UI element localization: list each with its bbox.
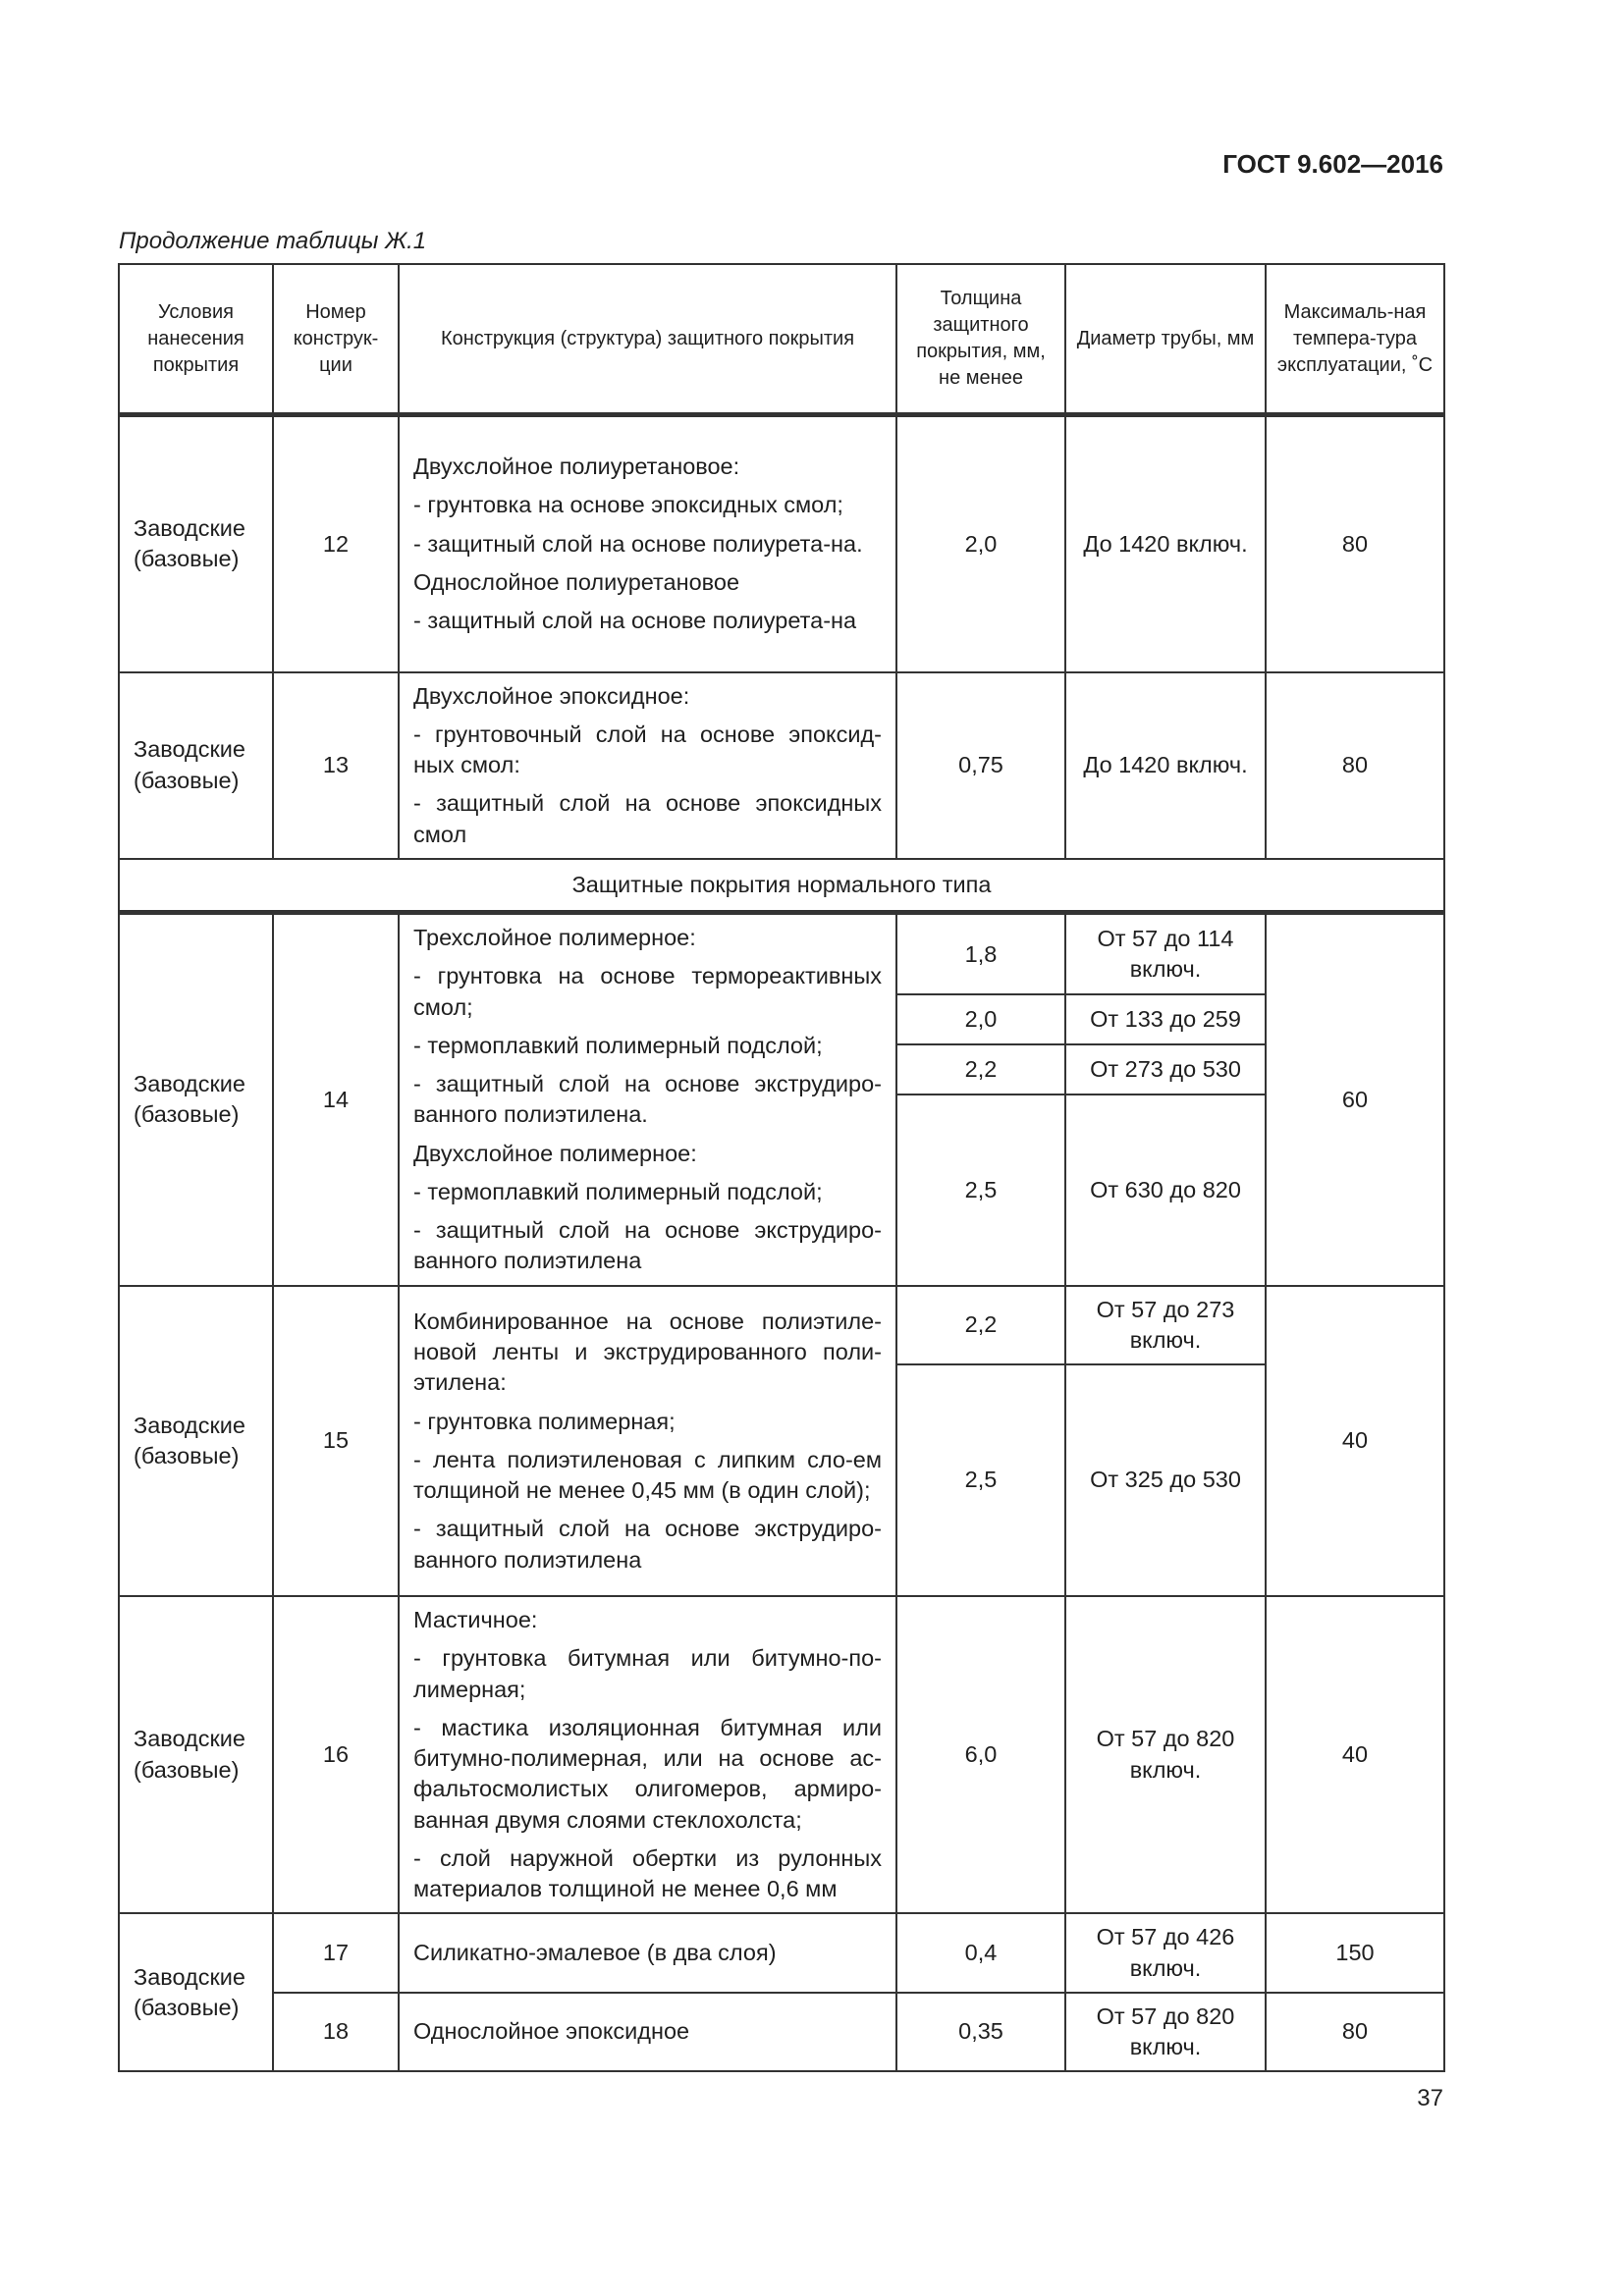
construction-line: - защитный слой на основе эпоксидных смол bbox=[413, 790, 882, 847]
construction-line: - грунтовка битумная или битумно-по-лимерная; bbox=[413, 1645, 882, 1702]
condition-cell: Заводские (базовые) bbox=[119, 913, 273, 1286]
thickness-cell: 0,35 bbox=[896, 1993, 1065, 2072]
condition-cell: Заводские (базовые) bbox=[119, 415, 273, 672]
table-row bbox=[119, 1286, 1444, 1365]
temperature-cell: 60 bbox=[1266, 913, 1444, 1286]
thickness-cell: 0,75 bbox=[896, 672, 1065, 859]
construction-line: Однослойное полиуретановое bbox=[413, 568, 740, 595]
thickness-cell: 2,5 bbox=[896, 1364, 1065, 1596]
construction-description: Однослойное эпоксидное bbox=[399, 1993, 896, 2072]
diameter-cell: От 273 до 530 bbox=[1065, 1044, 1266, 1095]
thickness-cell: 6,0 bbox=[896, 1596, 1065, 1913]
construction-line: - лента полиэтиленовая с липким сло-ем толщиной не менее 0,45 мм (в один слой); bbox=[413, 1446, 882, 1503]
diameter-cell: От 57 до 114 включ. bbox=[1065, 913, 1266, 995]
diameter-cell: До 1420 включ. bbox=[1065, 672, 1266, 859]
temperature-cell: 80 bbox=[1266, 672, 1444, 859]
construction-line: - грунтовка полимерная; bbox=[413, 1408, 676, 1434]
construction-number: 14 bbox=[273, 913, 399, 1286]
table-row bbox=[119, 1913, 1444, 1993]
thickness-cell: 2,2 bbox=[896, 1044, 1065, 1095]
page-number: 37 bbox=[1417, 2085, 1443, 2111]
diameter-cell: От 630 до 820 bbox=[1065, 1095, 1266, 1285]
construction-line: - слой наружной обертки из рулонных материалов толщиной не менее 0,6 мм bbox=[413, 1844, 882, 1901]
construction-description bbox=[399, 913, 896, 1286]
diameter-cell: От 57 до 820 включ. bbox=[1065, 1596, 1266, 1913]
diameter-cell: От 57 до 820 включ. bbox=[1065, 1993, 1266, 2072]
thickness-cell: 1,8 bbox=[896, 913, 1065, 995]
col-header-construction: Конструкция (структура) защитного покрытия bbox=[399, 264, 896, 415]
col-header-thickness: Толщина защитного покрытия, мм, не менее bbox=[896, 264, 1065, 415]
thickness-cell: 2,0 bbox=[896, 994, 1065, 1044]
section-heading: Защитные покрытия нормального типа bbox=[119, 859, 1444, 913]
table-row bbox=[119, 1993, 1444, 2072]
table-row bbox=[119, 672, 1444, 859]
table-header bbox=[119, 264, 1444, 415]
thickness-cell: 0,4 bbox=[896, 1913, 1065, 1993]
construction-number: 12 bbox=[273, 415, 399, 672]
temperature-cell: 80 bbox=[1266, 415, 1444, 672]
construction-line: - грунтовка на основе эпоксидных смол; bbox=[413, 492, 843, 518]
condition-cell: Заводские (базовые) bbox=[119, 1286, 273, 1597]
construction-line: Двухслойное полимерное: bbox=[413, 1140, 697, 1166]
condition-cell: Заводские (базовые) bbox=[119, 1913, 273, 2071]
coating-table bbox=[118, 263, 1445, 2072]
construction-line: - защитный слой на основе экструдиро-ванного полиэтилена bbox=[413, 1516, 882, 1573]
thickness-cell: 2,5 bbox=[896, 1095, 1065, 1285]
temperature-cell: 80 bbox=[1266, 1993, 1444, 2072]
construction-description bbox=[399, 672, 896, 859]
construction-description bbox=[399, 1596, 896, 1913]
thickness-cell: 2,0 bbox=[896, 415, 1065, 672]
construction-line: Комбинированное на основе полиэтиле-новой ленты и экструдированного поли-этилена: bbox=[413, 1308, 882, 1396]
col-header-diameter: Диаметр трубы, мм bbox=[1065, 264, 1266, 415]
construction-line: - грунтовочный слой на основе эпоксид-ных смол: bbox=[413, 721, 882, 777]
diameter-cell: От 57 до 426 включ. bbox=[1065, 1913, 1266, 1993]
construction-number: 18 bbox=[273, 1993, 399, 2072]
temperature-cell: 150 bbox=[1266, 1913, 1444, 1993]
construction-number: 15 bbox=[273, 1286, 399, 1597]
construction-line: - защитный слой на основе экструдиро-ванного полиэтилена bbox=[413, 1217, 882, 1274]
construction-line: - термоплавкий полимерный подслой; bbox=[413, 1032, 823, 1058]
diameter-cell: От 325 до 530 bbox=[1065, 1364, 1266, 1596]
construction-line: - мастика изоляционная битумная или битумно-полимерная, или на основе ас-фальтосмолистых олигомеров, армиро-ванная двумя слоями стеклохолста; bbox=[413, 1714, 882, 1833]
construction-line: Двухслойное эпоксидное: bbox=[413, 682, 690, 709]
condition-cell: Заводские (базовые) bbox=[119, 1596, 273, 1913]
col-header-temperature: Максималь-ная темпера-тура эксплуатации, ˚С bbox=[1266, 264, 1444, 415]
construction-description: Силикатно-эмалевое (в два слоя) bbox=[399, 1913, 896, 1993]
document-id: ГОСТ 9.602—2016 bbox=[1222, 149, 1443, 179]
table-caption: Продолжение таблицы Ж.1 bbox=[119, 228, 427, 254]
temperature-cell: 40 bbox=[1266, 1596, 1444, 1913]
construction-number: 13 bbox=[273, 672, 399, 859]
diameter-cell: От 133 до 259 bbox=[1065, 994, 1266, 1044]
construction-number: 17 bbox=[273, 1913, 399, 1993]
construction-number: 16 bbox=[273, 1596, 399, 1913]
construction-line: - грунтовка на основе термореактивных смол; bbox=[413, 963, 882, 1020]
table-row bbox=[119, 913, 1444, 995]
col-header-condition: Условия нанесения покрытия bbox=[119, 264, 273, 415]
construction-description bbox=[399, 415, 896, 672]
construction-line: - защитный слой на основе экструдиро-ванного полиэтилена. bbox=[413, 1071, 882, 1128]
temperature-cell: 40 bbox=[1266, 1286, 1444, 1597]
condition-cell: Заводские (базовые) bbox=[119, 672, 273, 859]
table-row bbox=[119, 415, 1444, 672]
diameter-cell: От 57 до 273 включ. bbox=[1065, 1286, 1266, 1365]
construction-description bbox=[399, 1286, 896, 1597]
table-row bbox=[119, 1596, 1444, 1913]
construction-line: Двухслойное полиуретановое: bbox=[413, 454, 740, 480]
construction-line: Трехслойное полимерное: bbox=[413, 925, 696, 950]
diameter-cell: До 1420 включ. bbox=[1065, 415, 1266, 672]
thickness-cell: 2,2 bbox=[896, 1286, 1065, 1365]
construction-line: Мастичное: bbox=[413, 1607, 538, 1632]
construction-line: - защитный слой на основе полиурета-на. bbox=[413, 530, 863, 557]
section-heading-row bbox=[119, 859, 1444, 913]
col-header-number: Номер конструк-ции bbox=[273, 264, 399, 415]
construction-line: - защитный слой на основе полиурета-на bbox=[413, 608, 857, 634]
construction-line: - термоплавкий полимерный подслой; bbox=[413, 1178, 823, 1204]
